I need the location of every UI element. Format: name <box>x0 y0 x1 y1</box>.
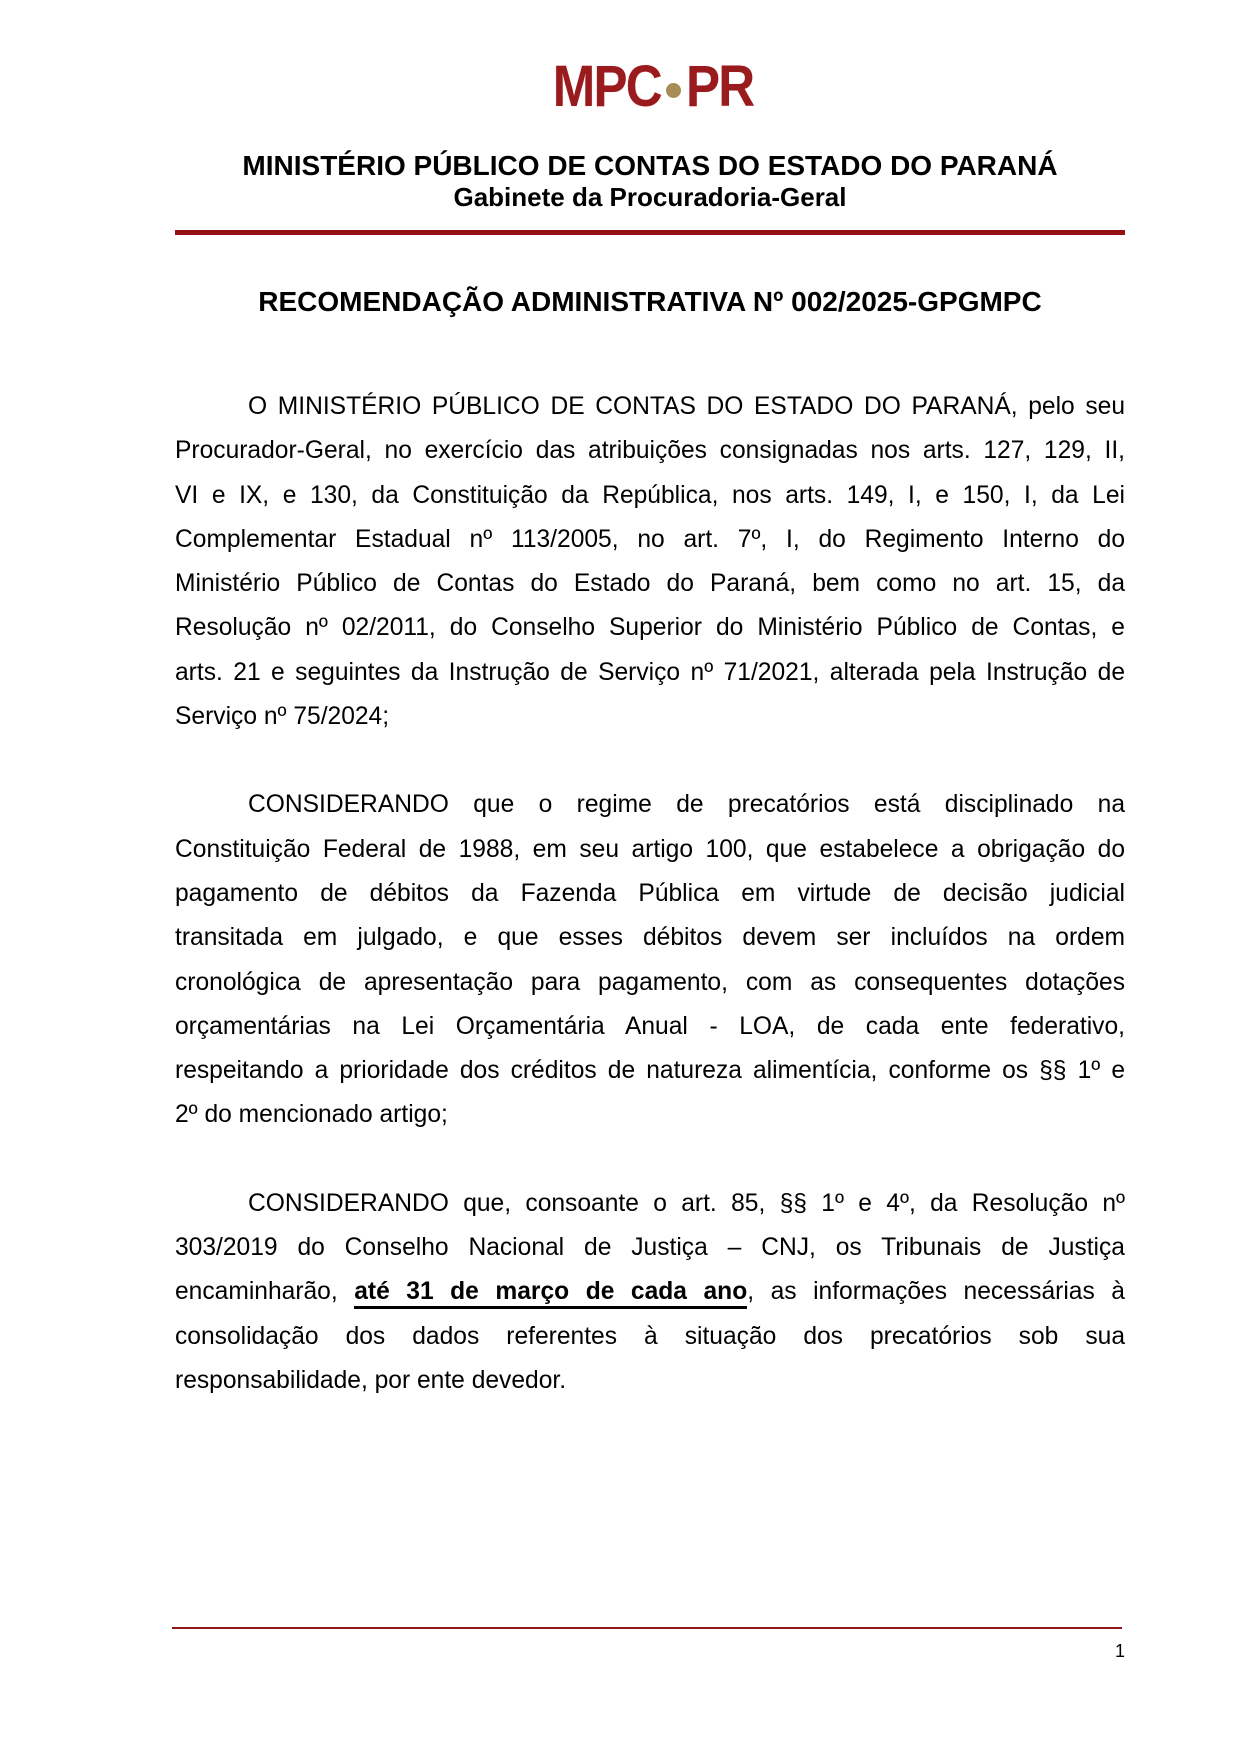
page-content <box>175 54 1125 1403</box>
text-line <box>175 695 1125 739</box>
logo-text-pr: PR <box>685 54 754 119</box>
text-line <box>175 1049 1125 1093</box>
text-segment: Resolução nº 02/2011, do Conselho Superior do Ministério Público de Contas, e <box>175 614 1125 642</box>
text-segment: Serviço nº 75/2024; <box>175 703 390 731</box>
logo-dot-icon <box>666 83 681 98</box>
page-number: 1 <box>1114 1641 1125 1661</box>
text-line <box>175 1093 1125 1137</box>
text-line <box>175 916 1125 960</box>
text-segment: orçamentárias na Lei Orçamentária Anual - LOA, de cada ente federativo, <box>175 1012 1125 1040</box>
text-segment: Ministério Público de Contas do Estado do Paraná, bem como no art. 15, da <box>175 570 1125 598</box>
text-segment: 2º do mencionado artigo; <box>175 1101 448 1129</box>
text-segment: Procurador-Geral, no exercício das atribuições consignadas nos arts. 127, 129, II, <box>175 437 1125 465</box>
text-segment: pagamento de débitos da Fazenda Pública em virtude de decisão judicial <box>175 879 1125 907</box>
mpc-pr-logo <box>175 54 1125 119</box>
text-segment: transitada em julgado, e que esses débitos devem ser incluídos na ordem <box>175 924 1125 952</box>
text-line <box>175 1005 1125 1049</box>
text-segment: responsabilidade, por ente devedor. <box>175 1366 567 1394</box>
text-line <box>175 606 1125 650</box>
text-line <box>175 1359 1125 1403</box>
text-segment: Complementar Estadual nº 113/2005, no art. 7º, I, do Regimento Interno do <box>175 525 1125 553</box>
text-segment: VI e IX, e 130, da Constituição da República, nos arts. 149, I, e 150, I, da Lei <box>175 481 1125 509</box>
text-segment: encaminharão, <box>175 1278 355 1306</box>
text-line <box>175 1182 1125 1226</box>
paragraph <box>175 783 1125 1137</box>
header-divider <box>175 230 1125 235</box>
text-segment: CONSIDERANDO que, consoante o art. 85, §§ 1º e 4º, da Resolução nº <box>248 1189 1125 1217</box>
document-body <box>175 385 1125 1403</box>
text-line <box>175 562 1125 606</box>
text-line <box>175 1315 1125 1359</box>
text-line <box>175 429 1125 473</box>
text-segment: , as informações necessárias à <box>747 1278 1125 1306</box>
text-line <box>175 828 1125 872</box>
paragraph <box>175 1182 1125 1403</box>
text-line <box>175 872 1125 916</box>
text-line <box>175 385 1125 429</box>
text-line <box>175 474 1125 518</box>
text-line <box>175 961 1125 1005</box>
paragraph <box>175 385 1125 739</box>
text-line <box>175 1226 1125 1270</box>
text-line <box>175 651 1125 695</box>
text-segment: respeitando a prioridade dos créditos de natureza alimentícia, conforme os §§ 1º e <box>175 1057 1125 1085</box>
text-line <box>175 518 1125 562</box>
text-segment: arts. 21 e seguintes da Instrução de Serviço nº 71/2021, alterada pela Instrução de <box>175 658 1125 686</box>
text-segment: 303/2019 do Conselho Nacional de Justiça – CNJ, os Tribunais de Justiça <box>175 1234 1125 1262</box>
institution-name: MINISTÉRIO PÚBLICO DE CONTAS DO ESTADO DO PARANÁ <box>242 150 1058 181</box>
text-segment: CONSIDERANDO que o regime de precatórios está disciplinado na <box>248 791 1125 819</box>
emphasized-deadline-text: até 31 de março de cada ano <box>354 1278 747 1309</box>
text-line <box>175 783 1125 827</box>
text-segment: O MINISTÉRIO PÚBLICO DE CONTAS DO ESTADO DO PARANÁ, pelo seu <box>248 393 1125 420</box>
text-segment: consolidação dos dados referentes à situação dos precatórios sob sua <box>175 1322 1125 1350</box>
document-title: RECOMENDAÇÃO ADMINISTRATIVA Nº 002/2025-GPGMPC <box>258 286 1042 317</box>
department-name: Gabinete da Procuradoria-Geral <box>453 182 847 212</box>
logo-text-mpc: MPC <box>552 54 661 119</box>
text-segment: cronológica de apresentação para pagamento, com as consequentes dotações <box>175 968 1125 996</box>
footer-divider <box>172 1627 1122 1629</box>
text-line <box>175 1270 1125 1314</box>
text-segment: Constituição Federal de 1988, em seu artigo 100, que estabelece a obrigação do <box>175 835 1125 863</box>
